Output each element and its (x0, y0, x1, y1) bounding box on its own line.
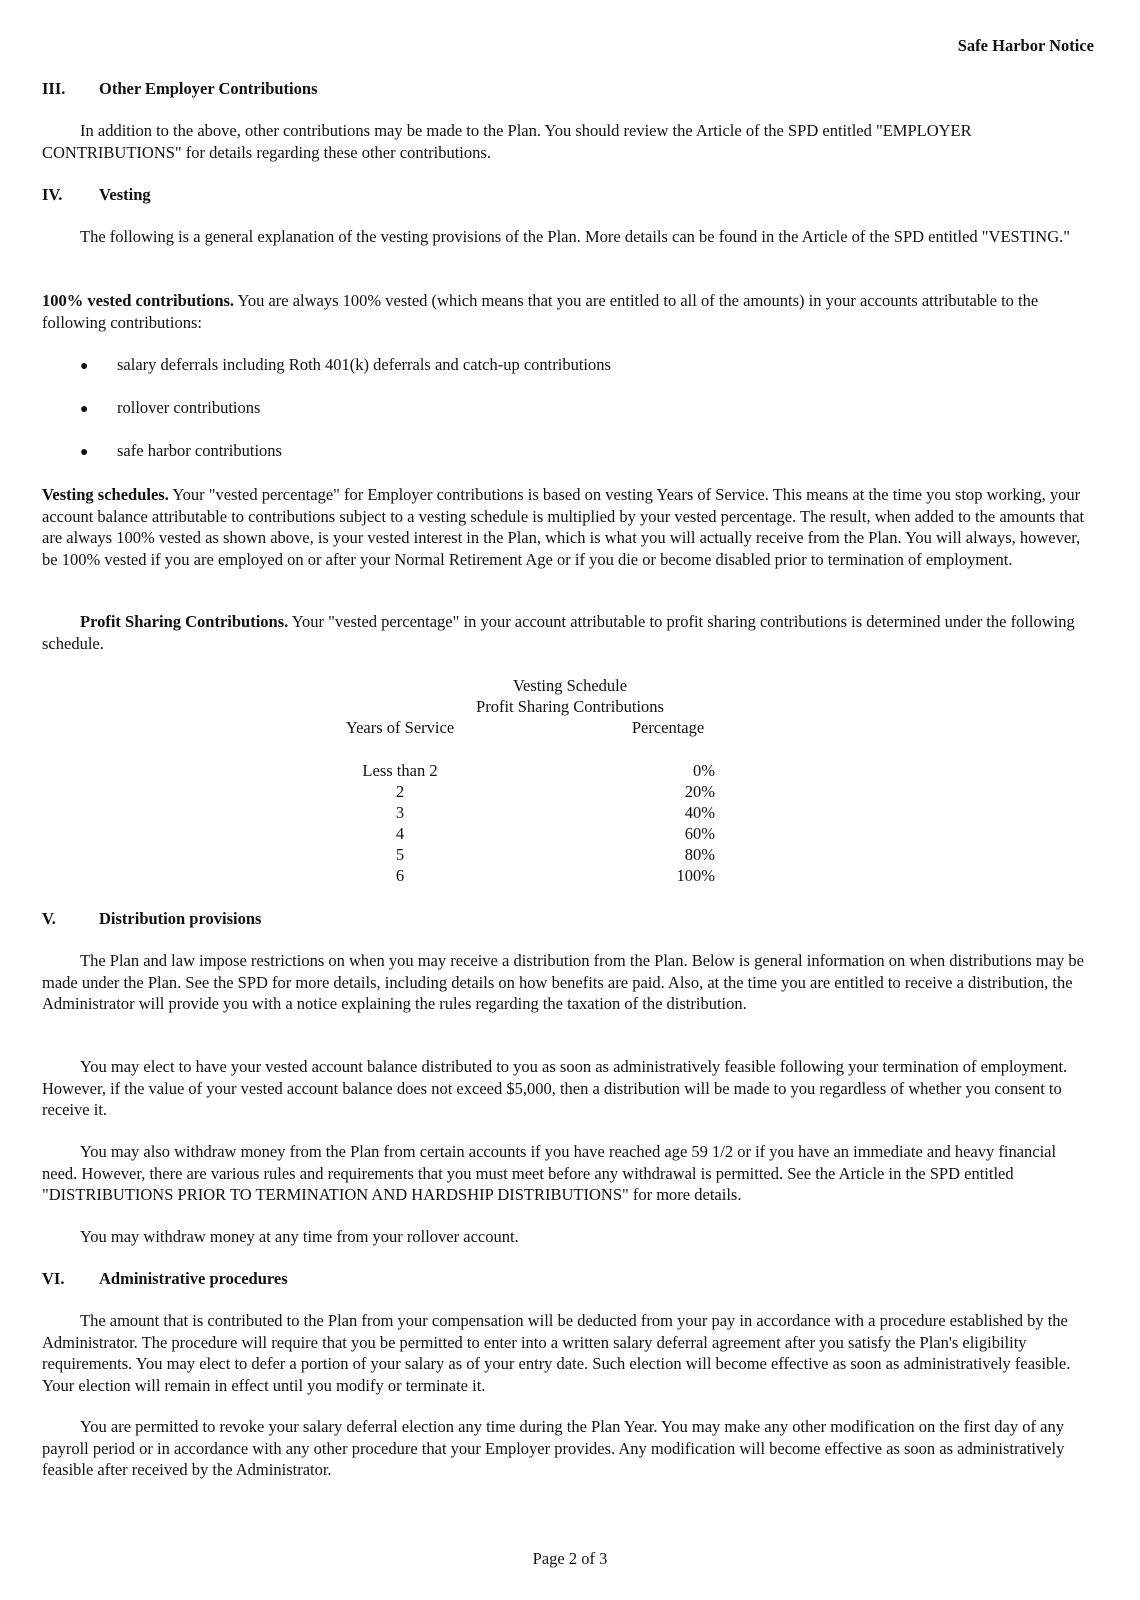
cell-years: Less than 2 (362, 761, 438, 780)
paragraph-text: You are always 100% vested (which means that you are entitled to all of the amounts) in your accounts attributable to the following contributions: (42, 291, 1039, 332)
section-number: V. (42, 909, 56, 928)
column-header-years: Years of Service (345, 718, 455, 737)
run-in-heading: 100% vested contributions. (42, 291, 235, 310)
section-number: VI. (42, 1269, 65, 1288)
section-heading-iv (42, 184, 151, 206)
bullet-icon: ● (80, 402, 89, 417)
bullet-icon: ● (80, 445, 89, 460)
cell-percentage: 40% (684, 803, 715, 822)
section-heading-vi (42, 1268, 288, 1290)
run-in-heading: Vesting schedules. (42, 485, 169, 504)
bullet-icon: ● (80, 359, 89, 374)
bullet-text: salary deferrals including Roth 401(k) deferrals and catch-up contributions (117, 355, 611, 374)
cell-years: 4 (395, 824, 405, 843)
cell-percentage: 80% (684, 845, 715, 864)
paragraph-100-vested (42, 290, 1092, 333)
cell-years: 3 (395, 803, 405, 822)
section-heading-v (42, 908, 261, 930)
table-title: Vesting Schedule (512, 676, 628, 695)
cell-percentage: 20% (684, 782, 715, 801)
paragraph-revoke-election: You are permitted to revoke your salary deferral election any time during the Plan Year. You may make any other modification on the first day of any payroll period or in accordance with any other procedure that your Employer provides. Any modification will become effective as soon as administratively feasible after received by the Administrator. (42, 1417, 1065, 1479)
page-number: Page 2 of 3 (532, 1549, 608, 1568)
paragraph-vesting-schedules (42, 484, 1092, 570)
paragraph-withdrawals: You may also withdraw money from the Plan from certain accounts if you have reached age 59 1/2 or if you have an immediate and heavy financial need. However, there are various rules and requirements that you must meet before any withdrawal is permitted. See the Article in the SPD entitled "DISTRIBUTIONS PRIOR TO TERMINATION AND HARDSHIP DISTRIBUTIONS" for more details. (42, 1142, 1057, 1204)
cell-years: 5 (395, 845, 405, 864)
bullet-item (80, 354, 611, 378)
section-heading-iii (42, 78, 318, 100)
cell-percentage: 0% (693, 761, 715, 780)
paragraph-vesting-intro: The following is a general explanation of the vesting provisions of the Plan. More details can be found in the Article of the SPD entitled "VESTING." (80, 227, 1070, 246)
running-header: Safe Harbor Notice (957, 36, 1094, 55)
section-title: Administrative procedures (99, 1269, 288, 1288)
paragraph-other-contributions: In addition to the above, other contributions may be made to the Plan. You should review the Article of the SPD entitled "EMPLOYER CONTRIBUTIONS" for details regarding these other contributions. (42, 121, 972, 162)
section-title: Vesting (99, 185, 151, 204)
paragraph-distribution-restrictions: The Plan and law impose restrictions on when you may receive a distribution from the Plan. Below is general information on when distributions may be made under the Plan. See the SPD for more details, including details on how benefits are paid. Also, at the time you are entitled to receive a distribution, the Administrator will provide you with a notice explaining the rules regarding the taxation of the distribution. (42, 951, 1084, 1013)
bullet-text: rollover contributions (117, 398, 261, 417)
table-subtitle: Profit Sharing Contributions (476, 697, 664, 716)
paragraph-profit-sharing (42, 611, 1092, 654)
section-title: Other Employer Contributions (99, 79, 318, 98)
cell-years: 2 (395, 782, 405, 801)
cell-years: 6 (395, 866, 405, 885)
bullet-text: safe harbor contributions (117, 441, 282, 460)
paragraph-text: Your "vested percentage" for Employer contributions is based on vesting Years of Service. This means at the time you stop working, your account balance attributable to contributions subject to a vesting schedule is multiplied by your vested percentage. The result, when added to the amounts that are always 100% vested as shown above, is your vested interest in the Plan, which is what you will actually receive from the Plan. You will always, however, be 100% vested if you are employed on or after your Normal Retirement Age or if you die or become disabled prior to termination of employment. (42, 485, 1085, 569)
bullet-item (80, 397, 260, 421)
section-title: Distribution provisions (99, 909, 262, 928)
cell-percentage: 60% (684, 824, 715, 843)
cell-percentage: 100% (676, 866, 715, 885)
section-number: III. (42, 79, 66, 98)
bullet-item (80, 440, 282, 464)
paragraph-contribution-procedure: The amount that is contributed to the Plan from your compensation will be deducted from your pay in accordance with a procedure established by the Administrator. The procedure will require that you be permitted to enter into a written salary deferral agreement after you satisfy the Plan's eligibility requirements. You may elect to defer a portion of your salary as of your entry date. Such election will become effective as soon as administratively feasible. Your election will remain in effect until you modify or terminate it. (42, 1311, 1071, 1395)
paragraph-termination-distribution: You may elect to have your vested account balance distributed to you as soon as administratively feasible following your termination of employment. However, if the value of your vested account balance does not exceed $5,000, then a distribution will be made to you regardless of whether you consent to receive it. (42, 1057, 1068, 1119)
column-header-percentage: Percentage (631, 718, 705, 737)
section-number: IV. (42, 185, 63, 204)
run-in-heading: Profit Sharing Contributions. (80, 612, 289, 631)
paragraph-rollover-withdrawal: You may withdraw money at any time from your rollover account. (80, 1227, 519, 1246)
paragraph-text: Your "vested percentage" in your account attributable to profit sharing contributions is determined under the following schedule. (42, 612, 1075, 653)
